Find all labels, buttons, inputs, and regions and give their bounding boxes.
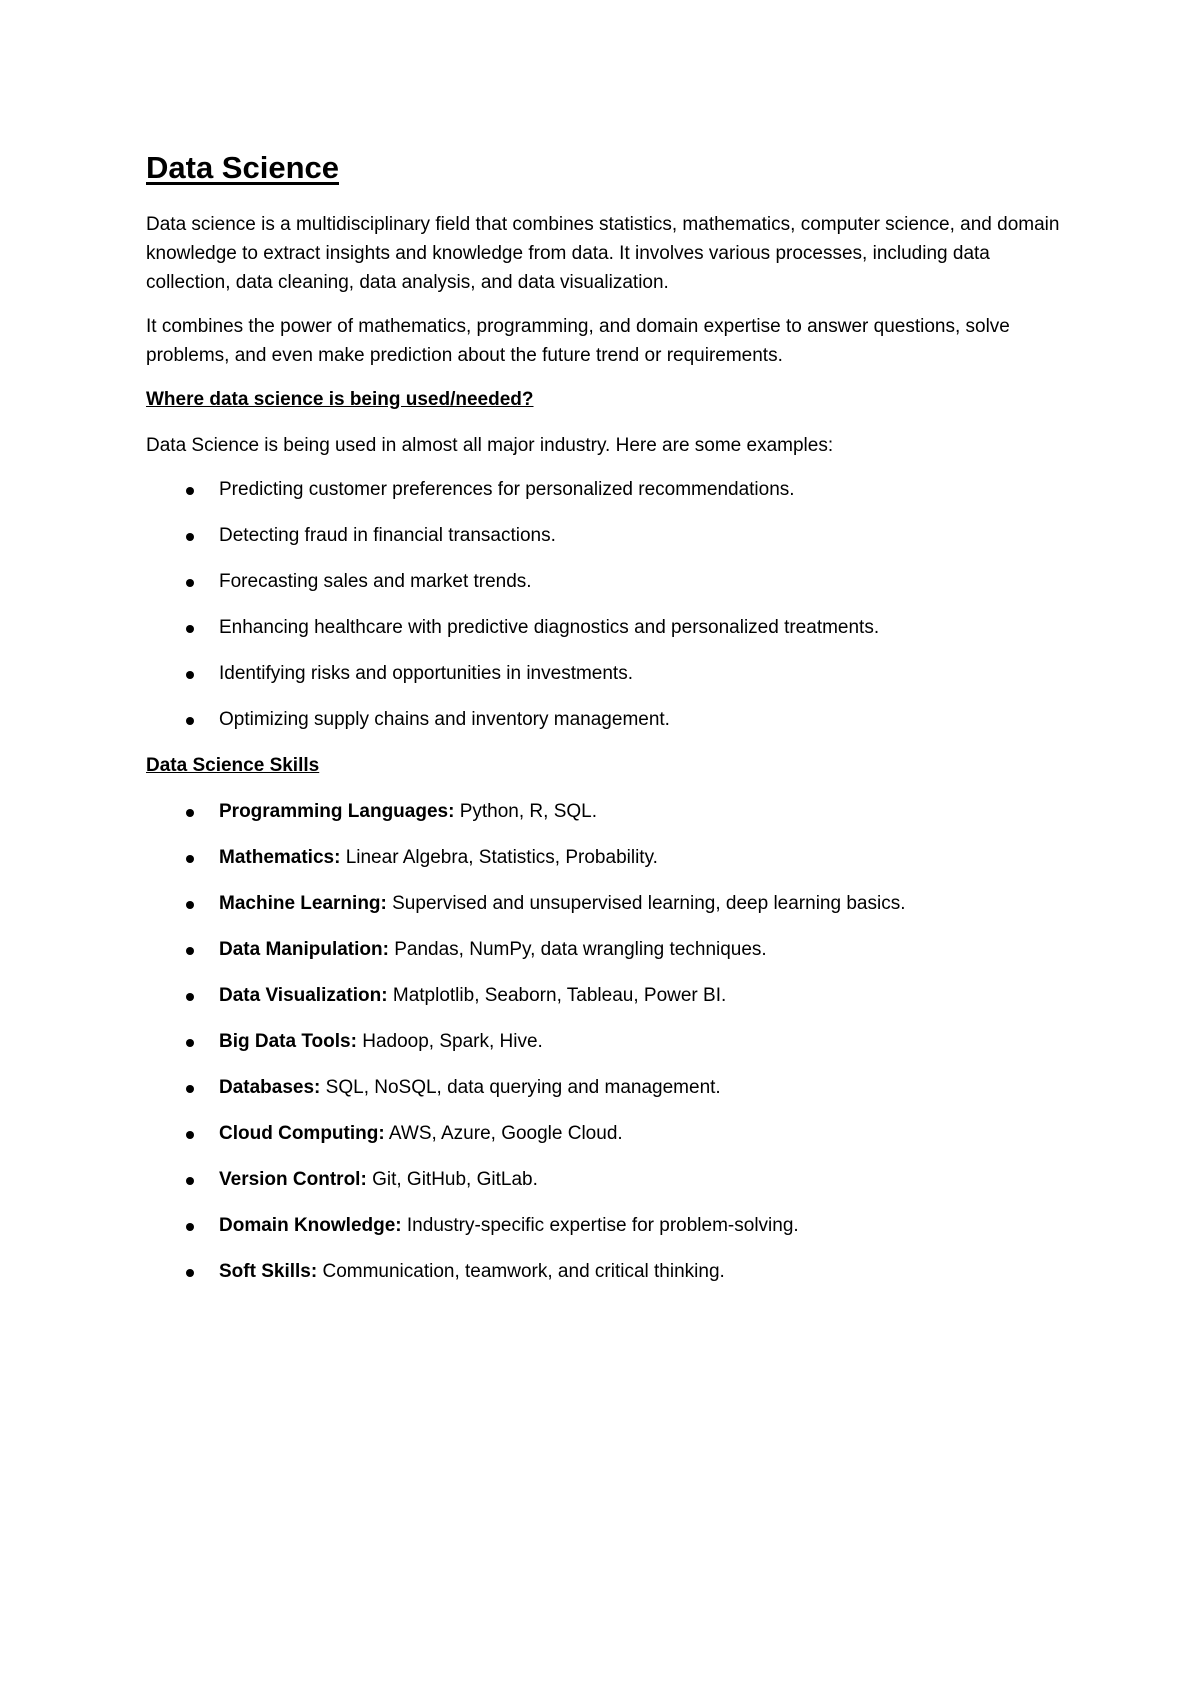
summary-paragraph: It combines the power of mathematics, programming, and domain expertise to answer questions, solve problems, and even make prediction about the future trend or requirements. xyxy=(146,316,1010,366)
usage-intro: Data Science is being used in almost all major industry. Here are some examples: xyxy=(146,435,834,456)
bullet-icon xyxy=(186,1085,194,1093)
list-item xyxy=(146,567,1066,596)
list-item xyxy=(146,935,1066,964)
skill-text: Pandas, NumPy, data wrangling techniques. xyxy=(388,939,767,960)
list-item xyxy=(146,521,1066,550)
bullet-icon xyxy=(186,993,194,1001)
skill-text: Matplotlib, Seaborn, Tableau, Power BI. xyxy=(387,985,727,1006)
list-item xyxy=(146,659,1066,688)
skill-text: AWS, Azure, Google Cloud. xyxy=(384,1123,623,1144)
bullet-icon xyxy=(186,1177,194,1185)
skill-label: Domain Knowledge: xyxy=(219,1215,402,1236)
bullet-icon xyxy=(186,855,194,863)
bullet-icon xyxy=(186,625,194,633)
skill-label: Big Data Tools: xyxy=(219,1031,357,1052)
list-item xyxy=(146,475,1066,504)
example-text: Enhancing healthcare with predictive diagnostics and personalized treatments. xyxy=(219,617,880,638)
bullet-icon xyxy=(186,1039,194,1047)
example-text: Optimizing supply chains and inventory management. xyxy=(219,709,670,730)
skill-text: Industry-specific expertise for problem-solving. xyxy=(401,1215,799,1236)
skill-label: Soft Skills: xyxy=(219,1261,318,1282)
list-item xyxy=(146,1073,1066,1102)
skills-heading: Data Science Skills xyxy=(146,755,320,776)
list-item xyxy=(146,889,1066,918)
list-item xyxy=(146,1165,1066,1194)
usage-examples-list xyxy=(146,475,1066,734)
example-text: Detecting fraud in financial transactions. xyxy=(219,525,556,546)
list-item xyxy=(146,1119,1066,1148)
example-text: Forecasting sales and market trends. xyxy=(219,571,532,592)
skill-text: Hadoop, Spark, Hive. xyxy=(356,1031,543,1052)
bullet-icon xyxy=(186,487,194,495)
bullet-icon xyxy=(186,809,194,817)
skill-label: Mathematics: xyxy=(219,847,341,868)
intro-paragraph: Data science is a multidisciplinary field that combines statistics, mathematics, computer science, and domain knowledge to extract insights and knowledge from data. It involves various processes, including data collection, data cleaning, data analysis, and data visualization. xyxy=(146,214,1060,293)
skills-list xyxy=(146,797,1066,1286)
list-item xyxy=(146,843,1066,872)
bullet-icon xyxy=(186,579,194,587)
page-title: Data Science xyxy=(146,150,339,185)
skill-text: Supervised and unsupervised learning, deep learning basics. xyxy=(386,893,906,914)
list-item xyxy=(146,1257,1066,1286)
usage-heading: Where data science is being used/needed? xyxy=(146,389,534,410)
list-item xyxy=(146,705,1066,734)
example-text: Identifying risks and opportunities in investments. xyxy=(219,663,633,684)
bullet-icon xyxy=(186,1131,194,1139)
bullet-icon xyxy=(186,671,194,679)
list-item xyxy=(146,1027,1066,1056)
skill-label: Data Manipulation: xyxy=(219,939,389,960)
skill-label: Data Visualization: xyxy=(219,985,388,1006)
skill-label: Machine Learning: xyxy=(219,893,387,914)
list-item xyxy=(146,1211,1066,1240)
bullet-icon xyxy=(186,901,194,909)
skill-label: Databases: xyxy=(219,1077,321,1098)
bullet-icon xyxy=(186,1269,194,1277)
bullet-icon xyxy=(186,533,194,541)
document-body xyxy=(146,146,1066,1303)
skill-label: Cloud Computing: xyxy=(219,1123,385,1144)
skill-text: Git, GitHub, GitLab. xyxy=(366,1169,538,1190)
skill-text: Python, R, SQL. xyxy=(454,801,597,822)
bullet-icon xyxy=(186,1223,194,1231)
list-item xyxy=(146,613,1066,642)
skill-text: Linear Algebra, Statistics, Probability. xyxy=(340,847,658,868)
skill-label: Programming Languages: xyxy=(219,801,455,822)
list-item xyxy=(146,981,1066,1010)
list-item xyxy=(146,797,1066,826)
example-text: Predicting customer preferences for personalized recommendations. xyxy=(219,479,795,500)
bullet-icon xyxy=(186,947,194,955)
bullet-icon xyxy=(186,717,194,725)
skill-text: SQL, NoSQL, data querying and management. xyxy=(320,1077,721,1098)
skill-text: Communication, teamwork, and critical thinking. xyxy=(317,1261,725,1282)
skill-label: Version Control: xyxy=(219,1169,367,1190)
